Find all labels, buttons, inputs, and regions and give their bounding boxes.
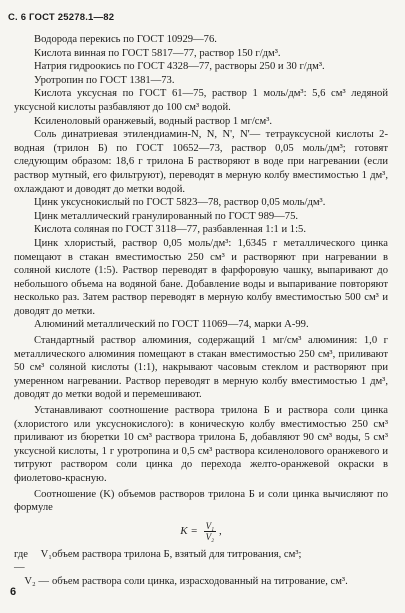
legend-text: объем раствора трилона Б, взятый для титрования, см³; [52,548,302,560]
legend-text: объем раствора соли цинка, израсходованный на титрование, см³. [52,575,348,587]
reagent-line: Водорода перекись по ГОСТ 10929—76. [34,34,217,45]
reagent-line: Уротропин по ГОСТ 1381—73. [34,74,175,86]
formula-denominator: V₂ [205,531,215,542]
reagent-line: Цинк хлористый, раствор 0,05 моль/дм³: 1,6345 г металлического цинка помещают в стакан вместимостью 250 см³ и растворяют при нагревании в соляной кислоте (1:5). Раствор переводят в фарфоровую чашку, выпаривают до небольшого объема на водяной бане. Добавление воды и выпаривание повторяют несколько раз. Затем раствор переводят в мерную колбу вместимостью 500 см³ и доводят до метки. [14,237,388,317]
standard-solution-paragraph: Стандартный раствор алюминия, содержащий 1 мг/см³ алюминия: 1,0 г металлического алюминия помещают в стакан вместимостью 250 см³, приливают 50 см³ соляной кислоты (1:1), накрывают часовым стеклом и растворяют при умеренном нагревании. Раствор переводят в мерную колбу вместимостью 1 дм³, доводят до метки водой и перемешивают. [14,335,388,401]
formula-legend [14,548,388,589]
formula-numerator: V₁ [205,520,215,531]
reagent-line: Цинк металлический гранулированный по ГОСТ 989—75. [34,210,299,222]
reagent-line: Кислота соляная по ГОСТ 3118—77, разбавленная 1:1 и 1:5. [34,224,306,236]
page-number: 6 [10,586,17,598]
procedure-paragraph: Устанавливают соотношение раствора трилона Б и раствора соли цинка (хлористого или уксуснокислого): в коническую колбу вместимостью 250 см³ приливают из бюретки 10 см³ раствора трилона Б, добавляют 90 см³ воды, 5 см³ уксусной кислоты, 1 г уротропина и 0,5 см³ раствора ксиленолового оранжевого и титруют раствором соли цинка до перехода желто-оранжевой окраски в фиолетово-красную. [14,405,388,484]
ratio-formula [14,521,388,542]
reagent-line: Ксиленоловый оранжевый, водный раствор 1 мг/см³. [34,115,273,127]
formula-tail: , [218,524,222,537]
reagent-line: Кислота винная по ГОСТ 5817—77, раствор 150 г/дм³. [34,47,281,59]
page-header: С. 6 ГОСТ 25278.1—82 [8,12,115,23]
formula-lhs: K = [180,524,198,537]
reagent-line: Натрия гидроокись по ГОСТ 4328—77, растворы 250 и 30 г/дм³. [34,61,325,73]
reagent-line: Кислота уксусная по ГОСТ 61—75, раствор 1 моль/дм³: 5,6 см³ ледяной уксусной кислоты разбавляют до 100 см³ водой. [14,88,388,113]
ratio-paragraph: Соотношение (K) объемов растворов трилона Б и соли цинка вычисляют по формуле [14,488,388,514]
formula-fraction [204,521,217,542]
legend-label: где V₁ — [14,548,52,574]
reagent-line: Соль динатриевая этилендиамин-N, N, N', N'— тетрауксусной кислоты 2-водная (трилон Б) по ГОСТ 10652—73, раствор 0,05 моль/дм³; готовят следующим образом: 18,6 г трилона Б растворяют в воде при нагревании (если раствор мутный, его фильтруют), переводят в мерную колбу вместимостью 1 дм³, охлаждают и доводят до метки водой. [14,129,388,195]
reagent-line: Алюминий металлический по ГОСТ 11069—74, марки А-99. [34,319,309,331]
document-body [14,33,388,589]
legend-label: V₂ — [24,575,49,587]
reagent-line: Цинк уксуснокислый по ГОСТ 5823—78, раствор 0,05 моль/дм³. [34,197,326,209]
